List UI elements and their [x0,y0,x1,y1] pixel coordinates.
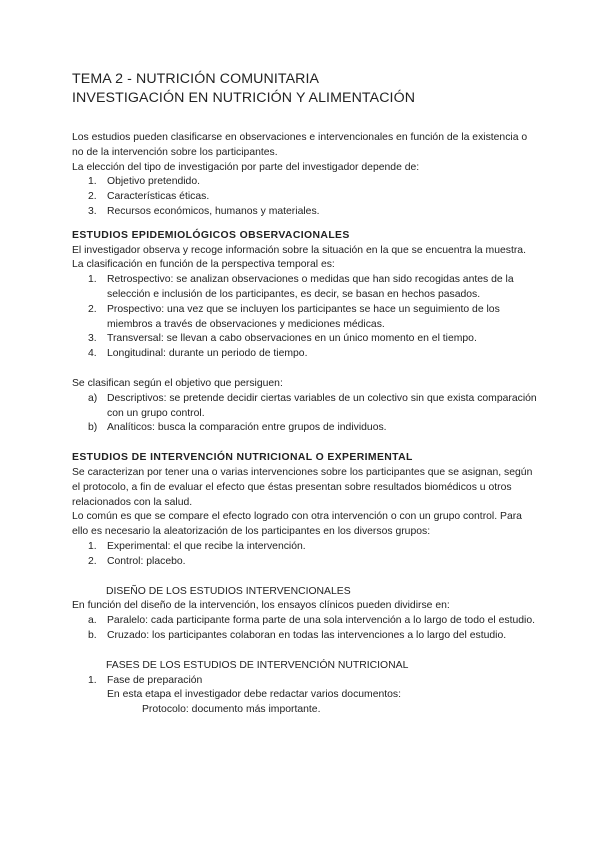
list-item [72,347,540,362]
fases-list [72,674,540,689]
list-marker: 1. [88,674,97,686]
list-item [72,175,540,190]
list-marker: 1. [88,176,97,188]
list-marker: 3. [88,333,97,345]
document-title [72,70,540,108]
list-marker: 4. [88,348,97,360]
diseno-paragraph: En función del diseño de la intervención, los ensayos clínicos pueden dividirse en: [72,600,450,612]
observacionales-paragraph-3: Se clasifican según el objetivo que persiguen: [72,377,283,389]
list-item [72,303,540,333]
observacionales-paragraph-1: El investigador observa y recoge información sobre la situación en la que se encuentra la muestra. [72,244,526,256]
observacionales-paragraph-2: La clasificación en función de la perspectiva temporal es: [72,259,335,271]
list-item-text: Descriptivos: se pretende decidir ciertas variables de un colectivo sin que exista comparación con un grupo control. [107,392,537,419]
list-marker: a) [88,392,98,404]
list-item [72,332,540,347]
list-marker: a. [88,615,97,627]
intro-paragraph-2: La elección del tipo de investigación por parte del investigador depende de: [72,161,420,173]
list-item [72,205,540,220]
list-marker: 3. [88,205,97,217]
list-item-text: Recursos económicos, humanos y materiales. [107,205,320,217]
list-item [72,555,540,570]
diseno-list [72,614,540,644]
list-item [72,674,540,689]
subheading-fases: FASES DE LOS ESTUDIOS DE INTERVENCIÓN NUTRICIONAL [106,659,409,671]
list-item-text: Fase de preparación [107,674,203,686]
list-item-text: Retrospectivo: se analizan observaciones o medidas que han sido recogidas antes de la selección e inclusión de los participantes, es decir, se basan en hechos pasados. [107,274,514,300]
subheading-diseno: DISEÑO DE LOS ESTUDIOS INTERVENCIONALES [106,585,351,597]
intro-paragraph-1: Los estudios pueden clasificarse en observaciones e intervencionales en función de la existencia o no de la intervención sobre los participantes. [72,132,528,158]
list-marker: 2. [88,191,97,203]
list-marker: 2. [88,555,97,567]
section-heading-intervencion: ESTUDIOS DE INTERVENCIÓN NUTRICIONAL O EXPERIMENTAL [72,452,413,464]
list-item-text: Prospectivo: una vez que se incluyen los participantes se hace un seguimiento de los miembros a través de observaciones y mediciones médicas. [107,303,500,330]
title-line-2: INVESTIGACIÓN EN NUTRICIÓN Y ALIMENTACIÓN [72,90,416,106]
fases-paragraph: En esta etapa el investigador debe redactar varios documentos: [107,689,402,701]
list-item [72,190,540,205]
list-item-text: Paralelo: cada participante forma parte de una sola intervención a lo largo de todo el estudio. [107,615,536,627]
list-item-text: Control: placebo. [107,555,186,567]
list-marker: b. [88,629,97,641]
list-item-text: Transversal: se llevan a cabo observaciones en un único momento en el tiempo. [107,333,477,345]
intervencion-paragraph-1: Se caracterizan por tener una o varias intervenciones sobre los participantes que se asignan, según el protocolo, a fin de evaluar el efecto que éstas presentan sobre resultados biomédicos u otros relacionados con la salud. [72,466,533,508]
intervencion-paragraph-2: Lo común es que se compare el efecto logrado con otra intervención o con un grupo control. Para ello es necesario la aleatorización de los participantes en los diversos grupos: [72,511,522,538]
fases-paragraph-2: Protocolo: documento más importante. [142,704,321,716]
title-line-1: TEMA 2 - NUTRICIÓN COMUNITARIA [72,71,320,87]
list-item [72,421,540,436]
objetivo-list [72,392,540,436]
list-item [72,540,540,555]
list-marker: 2. [88,303,97,315]
temporal-list [72,273,540,362]
list-item-text: Objetivo pretendido. [107,176,200,188]
list-marker: 1. [88,540,97,552]
list-item [72,273,540,303]
list-item-text: Analíticos: busca la comparación entre grupos de individuos. [107,422,387,434]
section-heading-observacionales: ESTUDIOS EPIDEMIOLÓGICOS OBSERVACIONALES [72,229,350,241]
list-item-text: Longitudinal: durante un periodo de tiempo. [107,348,308,360]
list-item [72,392,540,422]
list-item-text: Experimental: el que recibe la intervención. [107,540,306,552]
grupos-list [72,540,540,570]
list-item [72,614,540,629]
list-item [72,629,540,644]
list-marker: b) [88,422,98,434]
list-item-text: Características éticas. [107,191,210,203]
intro-list [72,175,540,219]
list-marker: 1. [88,274,97,286]
list-item-text: Cruzado: los participantes colaboran en todas las intervenciones a lo largo del estudio. [107,629,507,641]
